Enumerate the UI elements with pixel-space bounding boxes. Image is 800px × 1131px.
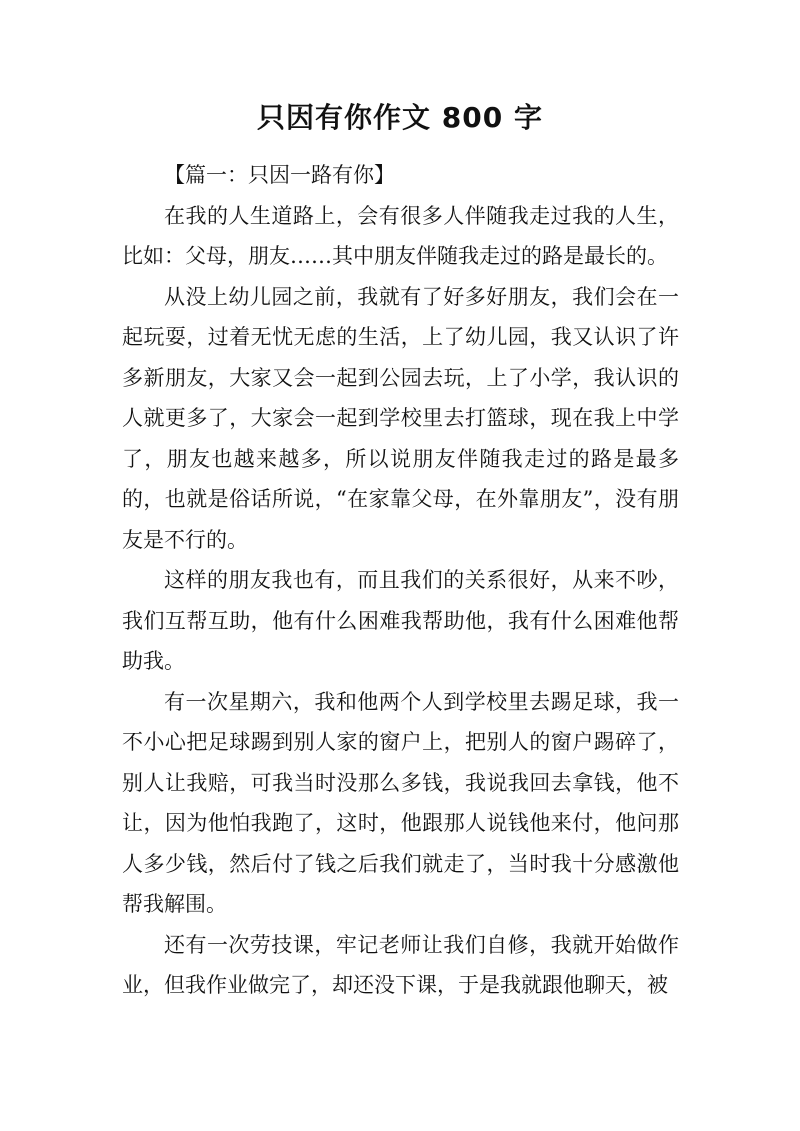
paragraph-2: 从没上幼儿园之前，我就有了好多好朋友，我们会在一起玩耍，过着无忧无虑的生活，上了幼儿园，我又认识了许多新朋友，大家又会一起到公园去玩，上了小学，我认识的人就更多了，大家会一起到学校里去打篮球，现在我上中学了，朋友也越来越多，所以说朋友伴随我走过的路是最多的，也就是俗话所说，“在家靠父母，在外靠朋友”，没有朋友是不行的。 — [122, 284, 679, 552]
paragraph-5: 还有一次劳技课，牢记老师让我们自修，我就开始做作业，但我作业做完了，却还没下课，于是我就跟他聊天，被 — [122, 932, 679, 997]
section-heading: 【篇一：只因一路有你】 — [164, 163, 395, 187]
document-body — [122, 155, 679, 1006]
paragraph-3: 这样的朋友我也有，而且我们的关系很好，从来不吵，我们互帮互助，他有什么困难我帮助他，我有什么困难他帮助我。 — [122, 568, 679, 673]
paragraph-1: 在我的人生道路上，会有很多人伴随我走过我的人生，比如：父母，朋友……其中朋友伴随我走过的路是最长的。 — [122, 203, 679, 268]
document-title: 只因有你作文 800 字 — [257, 101, 543, 134]
paragraph-4: 有一次星期六，我和他两个人到学校里去踢足球，我一不小心把足球踢到别人家的窗户上，把别人的窗户踢碎了，别人让我赔，可我当时没那么多钱，我说我回去拿钱，他不让，因为他怕我跑了，这时，他跟那人说钱他来付，他问那人多少钱，然后付了钱之后我们就走了，当时我十分感激他帮我解围。 — [122, 689, 679, 916]
